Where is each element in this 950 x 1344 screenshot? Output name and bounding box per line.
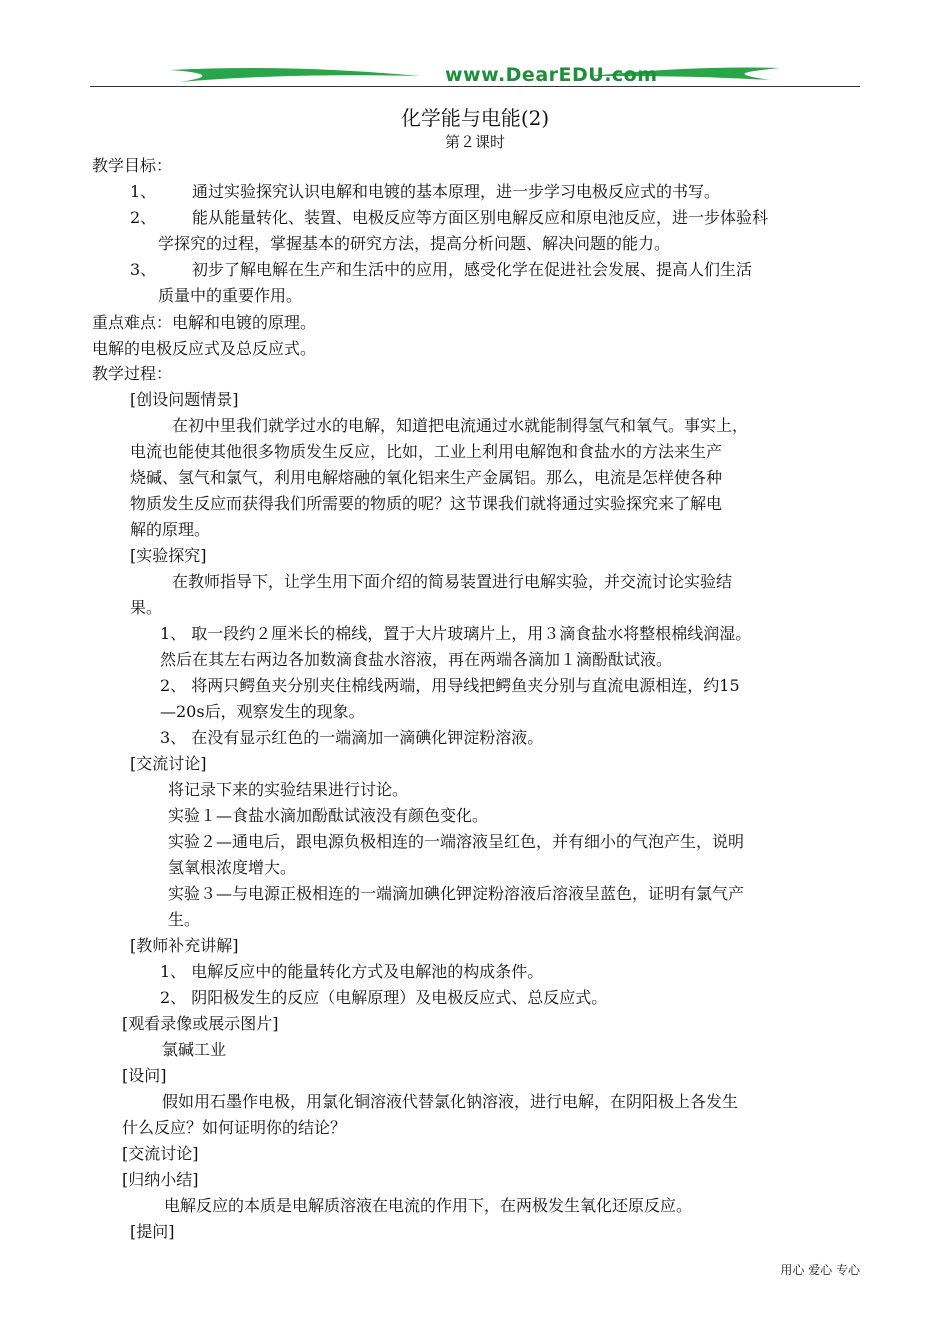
paragraph-line: 实验１—食盐水滴加酚酞试液没有颜色变化。 (168, 806, 489, 825)
objective-text: 初步了解电解在生产和生活中的应用，感受化学在促进社会发展、提高人们生活 (192, 260, 753, 279)
paragraph-line: 生。 (168, 910, 201, 929)
site-logo-text: www.DearEDU.com (445, 64, 658, 86)
paragraph-line: 烧碱、氢气和氯气，利用电解熔融的氧化铝来生产金属铝。那么，电流是怎样使各种 (130, 468, 723, 487)
section-label: [教师补充讲解] (130, 936, 239, 955)
paragraph-line: 在教师指导下，让学生用下面介绍的简易装置进行电解实验，并交流讨论实验结 (172, 572, 733, 591)
objective-text: 质量中的重要作用。 (158, 286, 303, 305)
paragraph-line: 果。 (130, 598, 163, 617)
section-label: [设问] (122, 1066, 167, 1085)
key-points-line: 重点难点：电解和电镀的原理。 (92, 313, 317, 332)
section-label: [观看录像或展示图片] (122, 1014, 279, 1033)
step-line: 1、 取一段约２厘米长的棉线，置于大片玻璃片上，用３滴食盐水将整根棉线润湿。 (160, 624, 752, 643)
step-line: 1、 电解反应中的能量转化方式及电解池的构成条件。 (160, 962, 544, 981)
paragraph-line: 解的原理。 (130, 520, 211, 539)
section-label: [交流讨论] (130, 754, 207, 773)
objectives-heading: 教学目标： (92, 156, 173, 175)
paragraph-line: 在初中里我们就学过水的电解，知道把电流通过水就能制得氢气和氧气。事实上， (172, 416, 749, 435)
paragraph-line: 电解反应的本质是电解质溶液在电流的作用下，在两极发生氧化还原反应。 (164, 1196, 693, 1215)
objective-text: 能从能量转化、装置、电极反应等方面区别电解反应和原电池反应，进一步体验科 (192, 208, 769, 227)
step-line: 2、 阴阳极发生的反应（电解原理）及电极反应式、总反应式。 (160, 988, 608, 1007)
paragraph-line: 实验３—与电源正极相连的一端滴加碘化钾淀粉溶液后溶液呈蓝色，证明有氯气产 (168, 884, 745, 903)
header-banner (90, 62, 860, 92)
header-divider (90, 86, 860, 87)
objective-number: 3、 (130, 260, 157, 279)
objective-text: 学探究的过程，掌握基本的研究方法，提高分析问题、解决问题的能力。 (158, 234, 671, 253)
paragraph-line: 物质发生反应而获得我们所需要的物质的呢？这节课我们就将通过实验探究来了解电 (130, 494, 723, 513)
step-line: 3、 在没有显示红色的一端滴加一滴碘化钾淀粉溶液。 (160, 728, 544, 747)
objective-text: 通过实验探究认识电解和电镀的基本原理，进一步学习电极反应式的书写。 (192, 182, 721, 201)
paragraph-line: 电流也能使其他很多物质发生反应，比如，工业上利用电解饱和食盐水的方法来生产 (130, 442, 723, 461)
page-footer: 用心 爱心 专心 (780, 1263, 860, 1277)
section-label: [创设问题情景] (130, 390, 239, 409)
step-line: 2、 将两只鳄鱼夹分别夹住棉线两端，用导线把鳄鱼夹分别与直流电源相连，约15 (160, 676, 740, 695)
process-heading: 教学过程： (92, 364, 173, 383)
paragraph-line: 将记录下来的实验结果进行讨论。 (168, 780, 409, 799)
objective-number: 1、 (130, 182, 157, 201)
objective-number: 2、 (130, 208, 157, 227)
page-subtitle: 第２课时 (444, 133, 505, 151)
section-label: [归纳小结] (122, 1170, 199, 1189)
paragraph-line: 氢氧根浓度增大。 (168, 858, 297, 877)
step-line: 然后在其左右两边各加数滴食盐水溶液，再在两端各滴加１滴酚酞试液。 (160, 650, 673, 669)
section-label: [实验探究] (130, 546, 207, 565)
section-label: [提问] (130, 1222, 175, 1241)
section-label: [交流讨论] (122, 1144, 199, 1163)
key-points-line: 电解的电极反应式及总反应式。 (92, 339, 317, 358)
paragraph-line: 实验２—通电后，跟电源负极相连的一端溶液呈红色，并有细小的气泡产生，说明 (168, 832, 745, 851)
page-title: 化学能与电能(2) (400, 106, 550, 130)
paragraph-line: 氯碱工业 (162, 1040, 227, 1059)
paragraph-line: 假如用石墨作电极，用氯化铜溶液代替氯化钠溶液，进行电解，在阴阳极上各发生 (162, 1092, 739, 1111)
step-line: —20s后，观察发生的现象。 (160, 702, 365, 721)
paragraph-line: 什么反应？如何证明你的结论？ (122, 1118, 347, 1137)
